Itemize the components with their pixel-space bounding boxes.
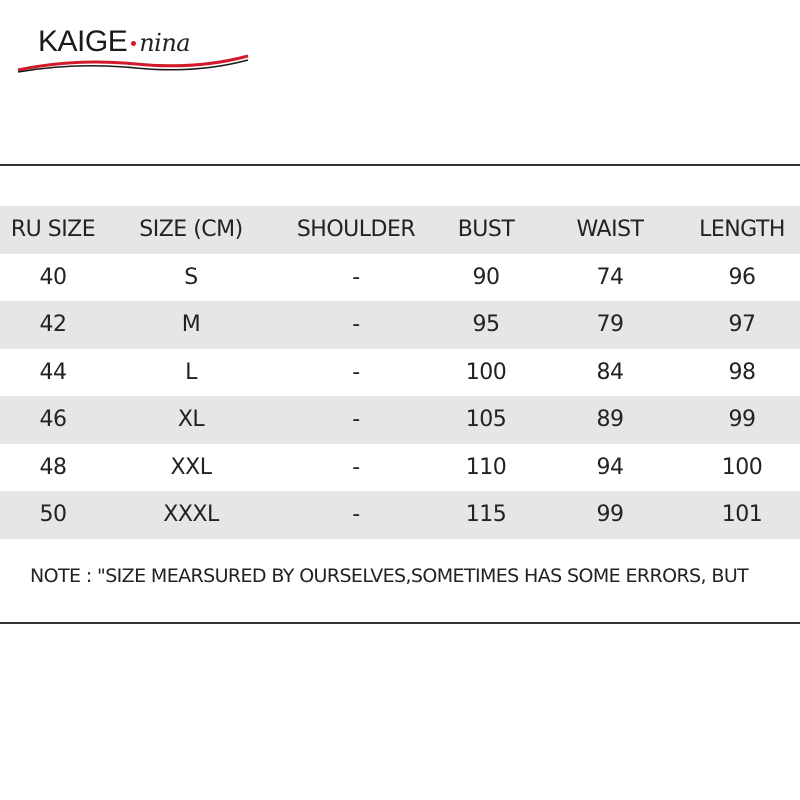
cell-size-cm: S (184, 264, 198, 290)
table-row (0, 349, 800, 397)
cell-bust: 100 (465, 359, 507, 385)
cell-bust: 110 (465, 454, 507, 480)
cell-ru-size: 48 (39, 454, 67, 480)
cell-shoulder: - (352, 359, 360, 385)
cell-length: 97 (728, 312, 756, 337)
cell-bust: 95 (472, 312, 500, 337)
brand-logo (16, 18, 256, 78)
cell-size-cm: XL (177, 407, 205, 432)
cell-bust: 115 (465, 502, 507, 527)
cell-shoulder: - (352, 407, 360, 432)
bottom-divider (0, 622, 800, 624)
top-divider (0, 164, 800, 166)
table-row (0, 491, 800, 539)
cell-bust: 90 (472, 264, 500, 290)
size-chart-table (0, 206, 800, 539)
cell-shoulder: - (352, 312, 360, 337)
logo-dot-icon (131, 41, 136, 46)
header-size-cm: SIZE (CM) (139, 217, 243, 242)
table-row (0, 254, 800, 302)
cell-waist: 94 (596, 454, 624, 480)
cell-shoulder: - (352, 264, 360, 290)
cell-waist: 79 (596, 312, 624, 337)
table-row (0, 301, 800, 349)
cell-bust: 105 (465, 407, 507, 432)
cell-size-cm: L (185, 359, 197, 385)
cell-ru-size: 40 (39, 264, 67, 290)
logo-swoosh-icon (16, 52, 256, 82)
header-ru-size: RU SIZE (10, 217, 96, 242)
cell-size-cm: M (181, 312, 201, 337)
brand-name-main: KAIGE (38, 25, 128, 58)
header-length: LENGTH (699, 217, 785, 242)
cell-length: 101 (721, 502, 763, 527)
header-waist: WAIST (576, 217, 644, 242)
cell-ru-size: 44 (39, 359, 67, 385)
cell-ru-size: 42 (39, 312, 67, 337)
cell-waist: 84 (596, 359, 624, 385)
cell-shoulder: - (352, 502, 360, 527)
cell-ru-size: 46 (39, 407, 67, 432)
table-row (0, 444, 800, 492)
cell-length: 99 (728, 407, 756, 432)
table-row (0, 396, 800, 444)
size-note: NOTE : "SIZE MEARSURED BY OURSELVES,SOMETIMES HAS SOME ERRORS, BUT (30, 565, 749, 587)
cell-shoulder: - (352, 454, 360, 480)
header-shoulder: SHOULDER (296, 217, 416, 242)
cell-waist: 99 (596, 502, 624, 527)
header-bust: BUST (457, 217, 515, 242)
cell-waist: 74 (596, 264, 624, 290)
cell-length: 98 (728, 359, 756, 385)
brand-name-suffix: nina (139, 29, 191, 57)
cell-length: 96 (728, 264, 756, 290)
table-header-row (0, 206, 800, 254)
cell-waist: 89 (596, 407, 624, 432)
cell-size-cm: XXXL (163, 502, 219, 527)
cell-length: 100 (721, 454, 763, 480)
cell-size-cm: XXL (170, 454, 212, 480)
cell-ru-size: 50 (39, 502, 67, 527)
